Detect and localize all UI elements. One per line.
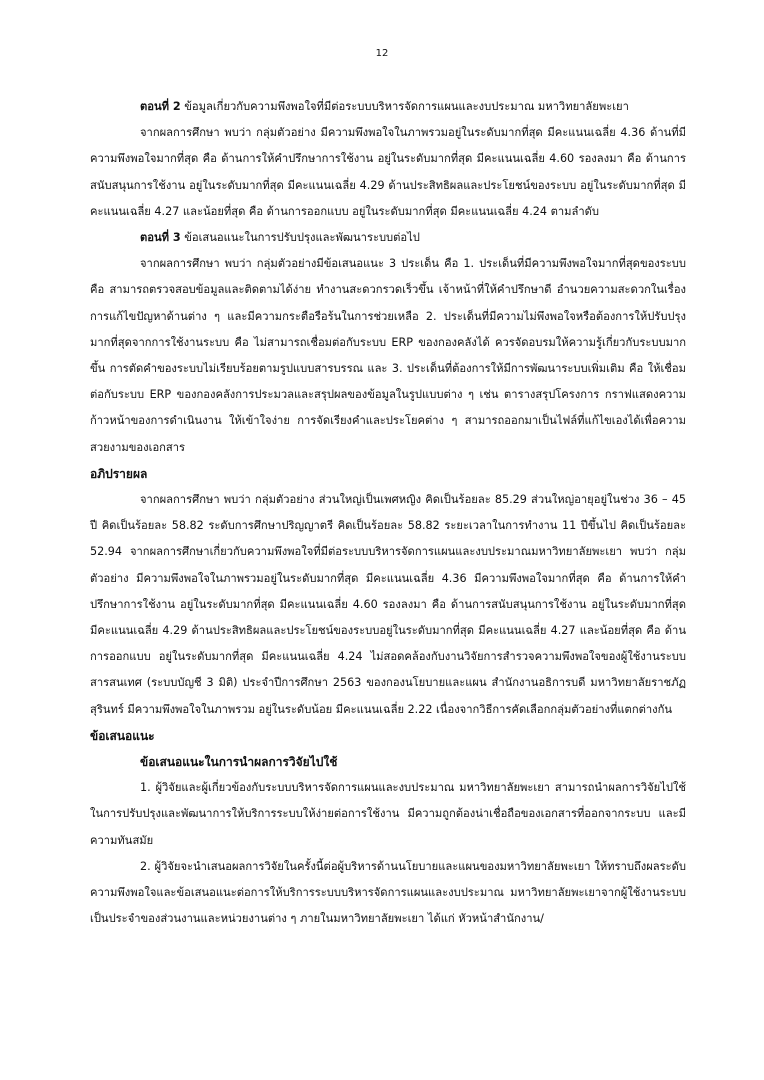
discussion-body: จากผลการศึกษา พบว่า กลุ่มตัวอย่าง ส่วนใหญ่เป็นเพศหญิง คิดเป็นร้อยละ 85.29 ส่วนใหญ่อายุอยู่ในช่วง 36 – 45 ปี คิดเป็นร้อยละ 58.82 ระดับการศึกษาปริญญาตรี คิดเป็นร้อยละ 58.82 ระยะเวลาในการทำงาน 11 ปีขึ้นไป คิดเป็นร้อยละ 52.94 จากผลการศึกษาเกี่ยวกับความพึงพอใจที่มีต่อระบบบริหารจัดการแผนและงบประมาณมหาวิทยาลัยพะเยา พบว่า กลุ่มตัวอย่าง มีความพึงพอใจในภาพรวมอยู่ในระดับมากที่สุด มีคะแนนเฉลี่ย 4.36 มีความพึงพอใจมากที่สุด คือ ด้านการให้คำปรึกษาการใช้งาน อยู่ในระดับมากที่สุด มีคะแนนเฉลี่ย 4.60 รองลงมา คือ ด้านการสนับสนุนการใช้งาน อยู่ในระดับมากที่สุด มีคะแนนเฉลี่ย 4.29 ด้านประสิทธิผลและประโยชน์ของระบบอยู่ในระดับมากที่สุด มีคะแนนเฉลี่ย 4.27 และน้อยที่สุด คือ ด้านการออกแบบ อยู่ในระดับมากที่สุด มีคะแนนเฉลี่ย 4.24 ไม่สอดคล้องกับงานวิจัยการสำรวจความพึงพอใจของผู้ใช้งานระบบสารสนเทศ (ระบบบัญชี 3 มิติ) ประจำปีการศึกษา 2563 ของกองนโยบายและแผน สำนักงานอธิการบดี มหาวิทยาลัยราชภัฏสุรินทร์ มีความพึงพอใจในภาพรวม อยู่ในระดับน้อย มีคะแนนเฉลี่ย 2.22 เนื่องจากวิธีการคัดเลือกกลุ่มตัวอย่างที่แตกต่างกัน bbox=[90, 493, 686, 716]
suggestions-heading: ข้อเสนอแนะ bbox=[90, 728, 155, 743]
suggestion-item-1: 1. ผู้วิจัยและผู้เกี่ยวข้องกับระบบบริหารจัดการแผนและงบประมาณ มหาวิทยาลัยพะเยา สามารถนำผลการวิจัยไปใช้ในการปรับปรุงและพัฒนาการให้บริการระบบให้ง่ายต่อการใช้งาน มีความถูกต้องน่าเชื่อถือของเอกสารที่ออกจากระบบ และมีความทันสมัย bbox=[90, 781, 686, 847]
suggestions-subheading: ข้อเสนอแนะในการนำผลการวิจัยไปใช้ bbox=[140, 755, 338, 770]
part3-label: ตอนที่ 3 bbox=[140, 231, 181, 245]
part2-title: ข้อมูลเกี่ยวกับความพึงพอใจที่มีต่อระบบบริหารจัดการแผนและงบประมาณ มหาวิทยาลัยพะเยา bbox=[180, 100, 629, 113]
page-body bbox=[90, 94, 686, 933]
part3-title: ข้อเสนอแนะในการปรับปรุงและพัฒนาระบบต่อไป bbox=[180, 231, 420, 245]
part3-body: จากผลการศึกษา พบว่า กลุ่มตัวอย่างมีข้อเสนอแนะ 3 ประเด็น คือ 1. ประเด็นที่มีความพึงพอใจมากที่สุดของระบบ คือ สามารถตรวจสอบข้อมูลและติดตามได้ง่าย ทำงานสะดวกรวดเร็วขึ้น เจ้าหน้าที่ให้คำปรึกษาดี อำนวยความสะดวกในเรื่องการแก้ไขปัญหาด้านต่าง ๆ และมีความกระตือรือร้นในการช่วยเหลือ 2. ประเด็นที่มีความไม่พึงพอใจหรือต้องการให้ปรับปรุงมากที่สุดจากการใช้งานระบบ คือ ไม่สามารถเชื่อมต่อกับระบบ ERP ของกองคลังได้ ควรจัดอบรมให้ความรู้เกี่ยวกับระบบมากขึ้น การตัดคำของระบบไม่เรียบร้อยตามรูปแบบสารบรรณ และ 3. ประเด็นที่ต้องการให้มีการพัฒนาระบบเพิ่มเติม คือ ให้เชื่อมต่อกับระบบ ERP ของกองคลังการประมวลและสรุปผลของข้อมูลในรูปแบบต่าง ๆ เช่น ตารางสรุปโครงการ กราฟแสดงความก้าวหน้าของการดำเนินงาน ให้เข้าใจง่าย การจัดเรียงคำและประโยคต่าง ๆ สามารถออกมาเป็นไฟล์ที่แก้ไขเองได้เพื่อความสวยงามของเอกสาร bbox=[90, 257, 686, 454]
page-number: 12 bbox=[375, 48, 389, 59]
part2-label: ตอนที่ 2 bbox=[140, 100, 181, 113]
suggestion-item-2: 2. ผู้วิจัยจะนำเสนอผลการวิจัยในครั้งนี้ต่อผู้บริหารด้านนโยบายและแผนของมหาวิทยาลัยพะเยา ให้ทราบถึงผลระดับความพึงพอใจและข้อเสนอแนะต่อการให้บริการระบบบริหารจัดการแผนและงบประมาณ มหาวิทยาลัยพะเยาจากผู้ใช้งานระบบเป็นประจำของส่วนงานและหน่วยงานต่าง ๆ ภายในมหาวิทยาลัยพะเยา ได้แก่ หัวหน้าสำนักงาน/ bbox=[90, 859, 686, 926]
part2-body: จากผลการศึกษา พบว่า กลุ่มตัวอย่าง มีความพึงพอใจในภาพรวมอยู่ในระดับมากที่สุด มีคะแนนเฉลี่ย 4.36 ด้านที่มีความพึงพอใจมากที่สุด คือ ด้านการให้คำปรึกษาการใช้งาน อยู่ในระดับมากที่สุด มีคะแนนเฉลี่ย 4.60 รองลงมา คือ ด้านการสนับสนุนการใช้งาน อยู่ในระดับมากที่สุด มีคะแนนเฉลี่ย 4.29 ด้านประสิทธิผลและประโยชน์ของระบบ อยู่ในระดับมากที่สุด มีคะแนนเฉลี่ย 4.27 และน้อยที่สุด คือ ด้านการออกแบบ อยู่ในระดับมากที่สุด มีคะแนนเฉลี่ย 4.24 ตามลำดับ bbox=[90, 126, 686, 218]
part2-title-line bbox=[90, 94, 686, 120]
discussion-heading: อภิปรายผล bbox=[90, 466, 148, 481]
part3-title-line bbox=[90, 225, 686, 251]
